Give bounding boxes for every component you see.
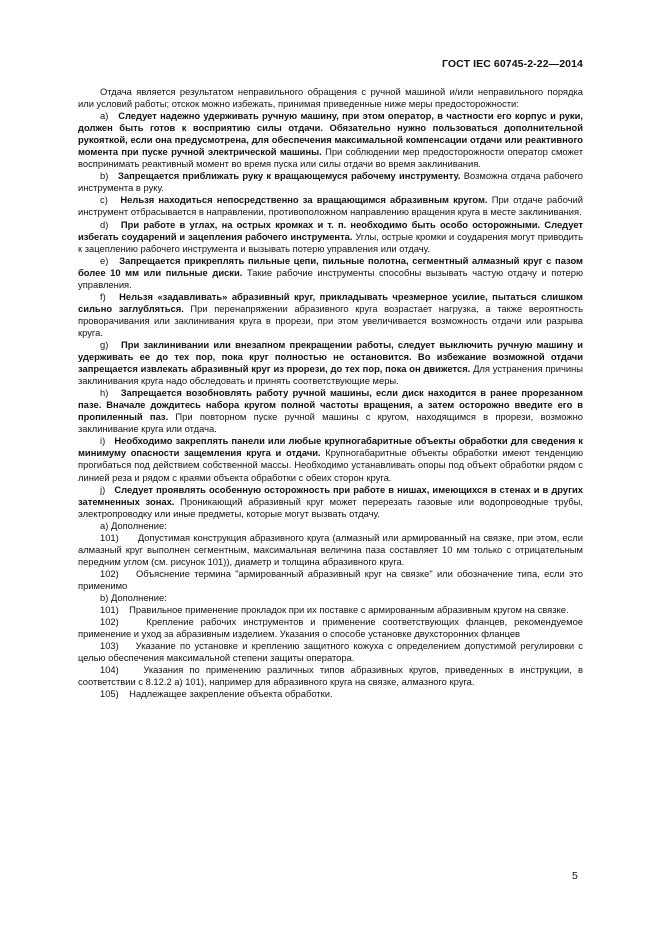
paragraph-text: При отдаче рабочий инструмент отбрасывается в направлении, противоположном направлению вращения круга в месте заклинивания. bbox=[78, 194, 584, 218]
paragraph-text: При перенапряжении абразивного круга возрастает нагрузка, а также вероятность проворачивания или заклинивания круга в прорези, при этом увеличивается возможность отдачи или разрыва круга. bbox=[78, 302, 583, 338]
paragraph-text: 105) Надлежащее закрепление объекта обработки. bbox=[100, 688, 333, 700]
paragraph-bold-text: Следует проявлять особенную осторожность при работе в нишах, имеющихся в стенах и в других затемненных зонах. bbox=[78, 483, 583, 507]
paragraph bbox=[78, 592, 583, 604]
paragraph-text: f) bbox=[100, 290, 120, 302]
paragraph-text: При соблюдении мер предосторожности оператор сможет воспринимать реактивный момент во время пуска или силы отдачи во время заклинивания. bbox=[78, 146, 583, 170]
paragraph bbox=[78, 86, 583, 110]
paragraph-text: Для устранения причины заклинивания круга надо обследовать и принять соответствующие меры. bbox=[78, 363, 583, 387]
paragraph-bold-text: Нельзя находиться непосредственно за вращающимся абразивным кругом. bbox=[120, 194, 488, 206]
paragraph-bold-text: При заклинивании или внезапном прекращении работы, следует выключить ручную машину и удерживать ее до тех пор, пока круг полностью не остановится. Во избежание возможной отдачи запрещается извлекать абразивный круг из прорези, до тех пор, пока он движется. bbox=[78, 338, 584, 375]
paragraph-text: e) bbox=[100, 254, 120, 266]
paragraph-text: a) bbox=[100, 110, 119, 122]
paragraph-text: a) Дополнение: bbox=[100, 519, 167, 531]
paragraph-text: 101) Допустимая конструкция абразивного круга (алмазный или армированный на связке, при этом, если алмазный круг выполнен сегментным, максимальная величина паза составляет 10 мм только с отрицательным передним углом (см. рисунок 101)), диаметр и толщина абразивного круга. bbox=[78, 531, 583, 567]
paragraph-bold-text: Следует надежно удерживать ручную машину, при этом оператор, в частности его корпус и руки, должен быть готов к восприятию силы отдачи. Обязательно нужно пользоваться дополнительной рукояткой, если она предусмотрена, для обеспечения максимальной компенсации отдачи или реактивного момента при пуске ручной электрической машины. bbox=[78, 110, 583, 158]
paragraph bbox=[78, 568, 583, 592]
paragraph bbox=[78, 616, 583, 640]
paragraph-bold-text: Запрещается приближать руку к вращающемуся рабочему инструменту. bbox=[118, 170, 461, 182]
paragraph bbox=[78, 170, 583, 194]
paragraph bbox=[78, 387, 583, 435]
paragraph-text: g) bbox=[100, 338, 121, 350]
paragraph-text: 104) Указания по применению различных типов абразивных кругов, приведенных в инструкции, в соответствии с 8.12.2 а) 101), например для абразивного круга на связке, алмазного круга. bbox=[78, 664, 583, 688]
paragraph-text: Такие рабочие инструменты способны вызывать частую отдачу и потерю управления. bbox=[78, 266, 583, 290]
paragraph bbox=[78, 219, 583, 255]
paragraph-text: i) bbox=[100, 435, 115, 447]
paragraph-text: j) bbox=[100, 483, 115, 495]
paragraph-text: Крупногабаритные объекты обработки имеют тенденцию прогибаться под действием собственной массы. Необходимо устанавливать опоры под объект обработки рядом с линией реза и рядом с краями объекта обработки с обеих сторон круга. bbox=[78, 447, 583, 483]
paragraph bbox=[78, 435, 583, 483]
paragraph bbox=[78, 339, 583, 387]
paragraph-text: Отдача является результатом неправильного обращения с ручной машиной и/или неправильного порядка или условий работы; отскок можно избежать, принимая приведенные ниже меры предосторожности: bbox=[78, 86, 583, 110]
paragraph-text: h) bbox=[100, 387, 121, 399]
paragraph bbox=[78, 664, 583, 688]
paragraph bbox=[78, 532, 583, 568]
paragraph-text: 101) Правильное применение прокладок при их поставке с армированным абразивным кругом на связке. bbox=[100, 604, 569, 616]
paragraph-text: Возможна отдача рабочего инструмента в руку. bbox=[78, 170, 583, 194]
paragraph-bold-text: При работе в углах, на острых кромках и т. п. необходимо быть особо осторожными. Следует избегать соударений и зацепления рабочего инструмента. bbox=[78, 218, 584, 242]
paragraph bbox=[78, 484, 583, 520]
paragraph bbox=[78, 194, 583, 218]
paragraph-text: Углы, острые кромки и соударения могут приводить к зацеплению рабочего инструмента и вызывать потерю управления или отдачу. bbox=[78, 230, 583, 254]
paragraph-text: Проникающий абразивный круг может перерезать газовые или водопроводные трубы, электропроводку или иные предметы, которые могут вызвать отдачу. bbox=[78, 495, 583, 519]
paragraph-text: При повторном пуске ручной машины с кругом, находящимся в прорези, возможно заклинивание круга или отдача. bbox=[78, 411, 583, 435]
paragraph-text: 102) Крепление рабочих инструментов и применение соответствующих фланцев, рекомендуемое применение и уход за абразивным изделием. Указания о способе установке двухсторонних фланцев bbox=[78, 616, 583, 640]
paragraph-text: d) bbox=[100, 218, 121, 230]
paragraph bbox=[78, 520, 583, 532]
document-standard-header: ГОСТ IEC 60745-2-22—2014 bbox=[441, 58, 583, 70]
document-body bbox=[78, 86, 583, 700]
paragraph-bold-text: Запрещается прикреплять пильные цепи, пильные полотна, сегментный алмазный круг с пазом более 10 мм или пильные диски. bbox=[78, 254, 583, 278]
paragraph bbox=[78, 604, 583, 616]
paragraph-bold-text: Необходимо закреплять панели или любые крупногабаритные объекты обработки для сведения к минимуму опасности защемления круга и отдачи. bbox=[78, 435, 583, 459]
paragraph-bold-text: Запрещается возобновлять работу ручной машины, если диск находится в ранее прорезанном пазе. Вначале дождитесь набора кругом полной частоты вращения, а затем осторожно введите его в пропиленный паз. bbox=[78, 387, 583, 423]
paragraph-text: 103) Указание по установке и креплению защитного кожуха с определением допустимой регулировки с целью обеспечения максимальной степени защиты оператора. bbox=[78, 640, 583, 664]
paragraph-text: c) bbox=[100, 194, 121, 206]
page-number: 5 bbox=[572, 870, 578, 882]
paragraph bbox=[78, 255, 583, 291]
paragraph bbox=[78, 291, 583, 339]
paragraph-text: b) Дополнение: bbox=[100, 591, 167, 603]
paragraph-text: 102) Объяснение термина "армированный абразивный круг на связке" или обозначение типа, если это применимо bbox=[78, 567, 583, 591]
paragraph bbox=[78, 688, 583, 700]
paragraph bbox=[78, 640, 583, 664]
paragraph bbox=[78, 110, 583, 170]
paragraph-bold-text: Нельзя «задавливать» абразивный круг, прикладывать чрезмерное усилие, пытаться слишком сильно заглубляться. bbox=[78, 290, 583, 314]
paragraph-text: b) bbox=[100, 170, 119, 182]
